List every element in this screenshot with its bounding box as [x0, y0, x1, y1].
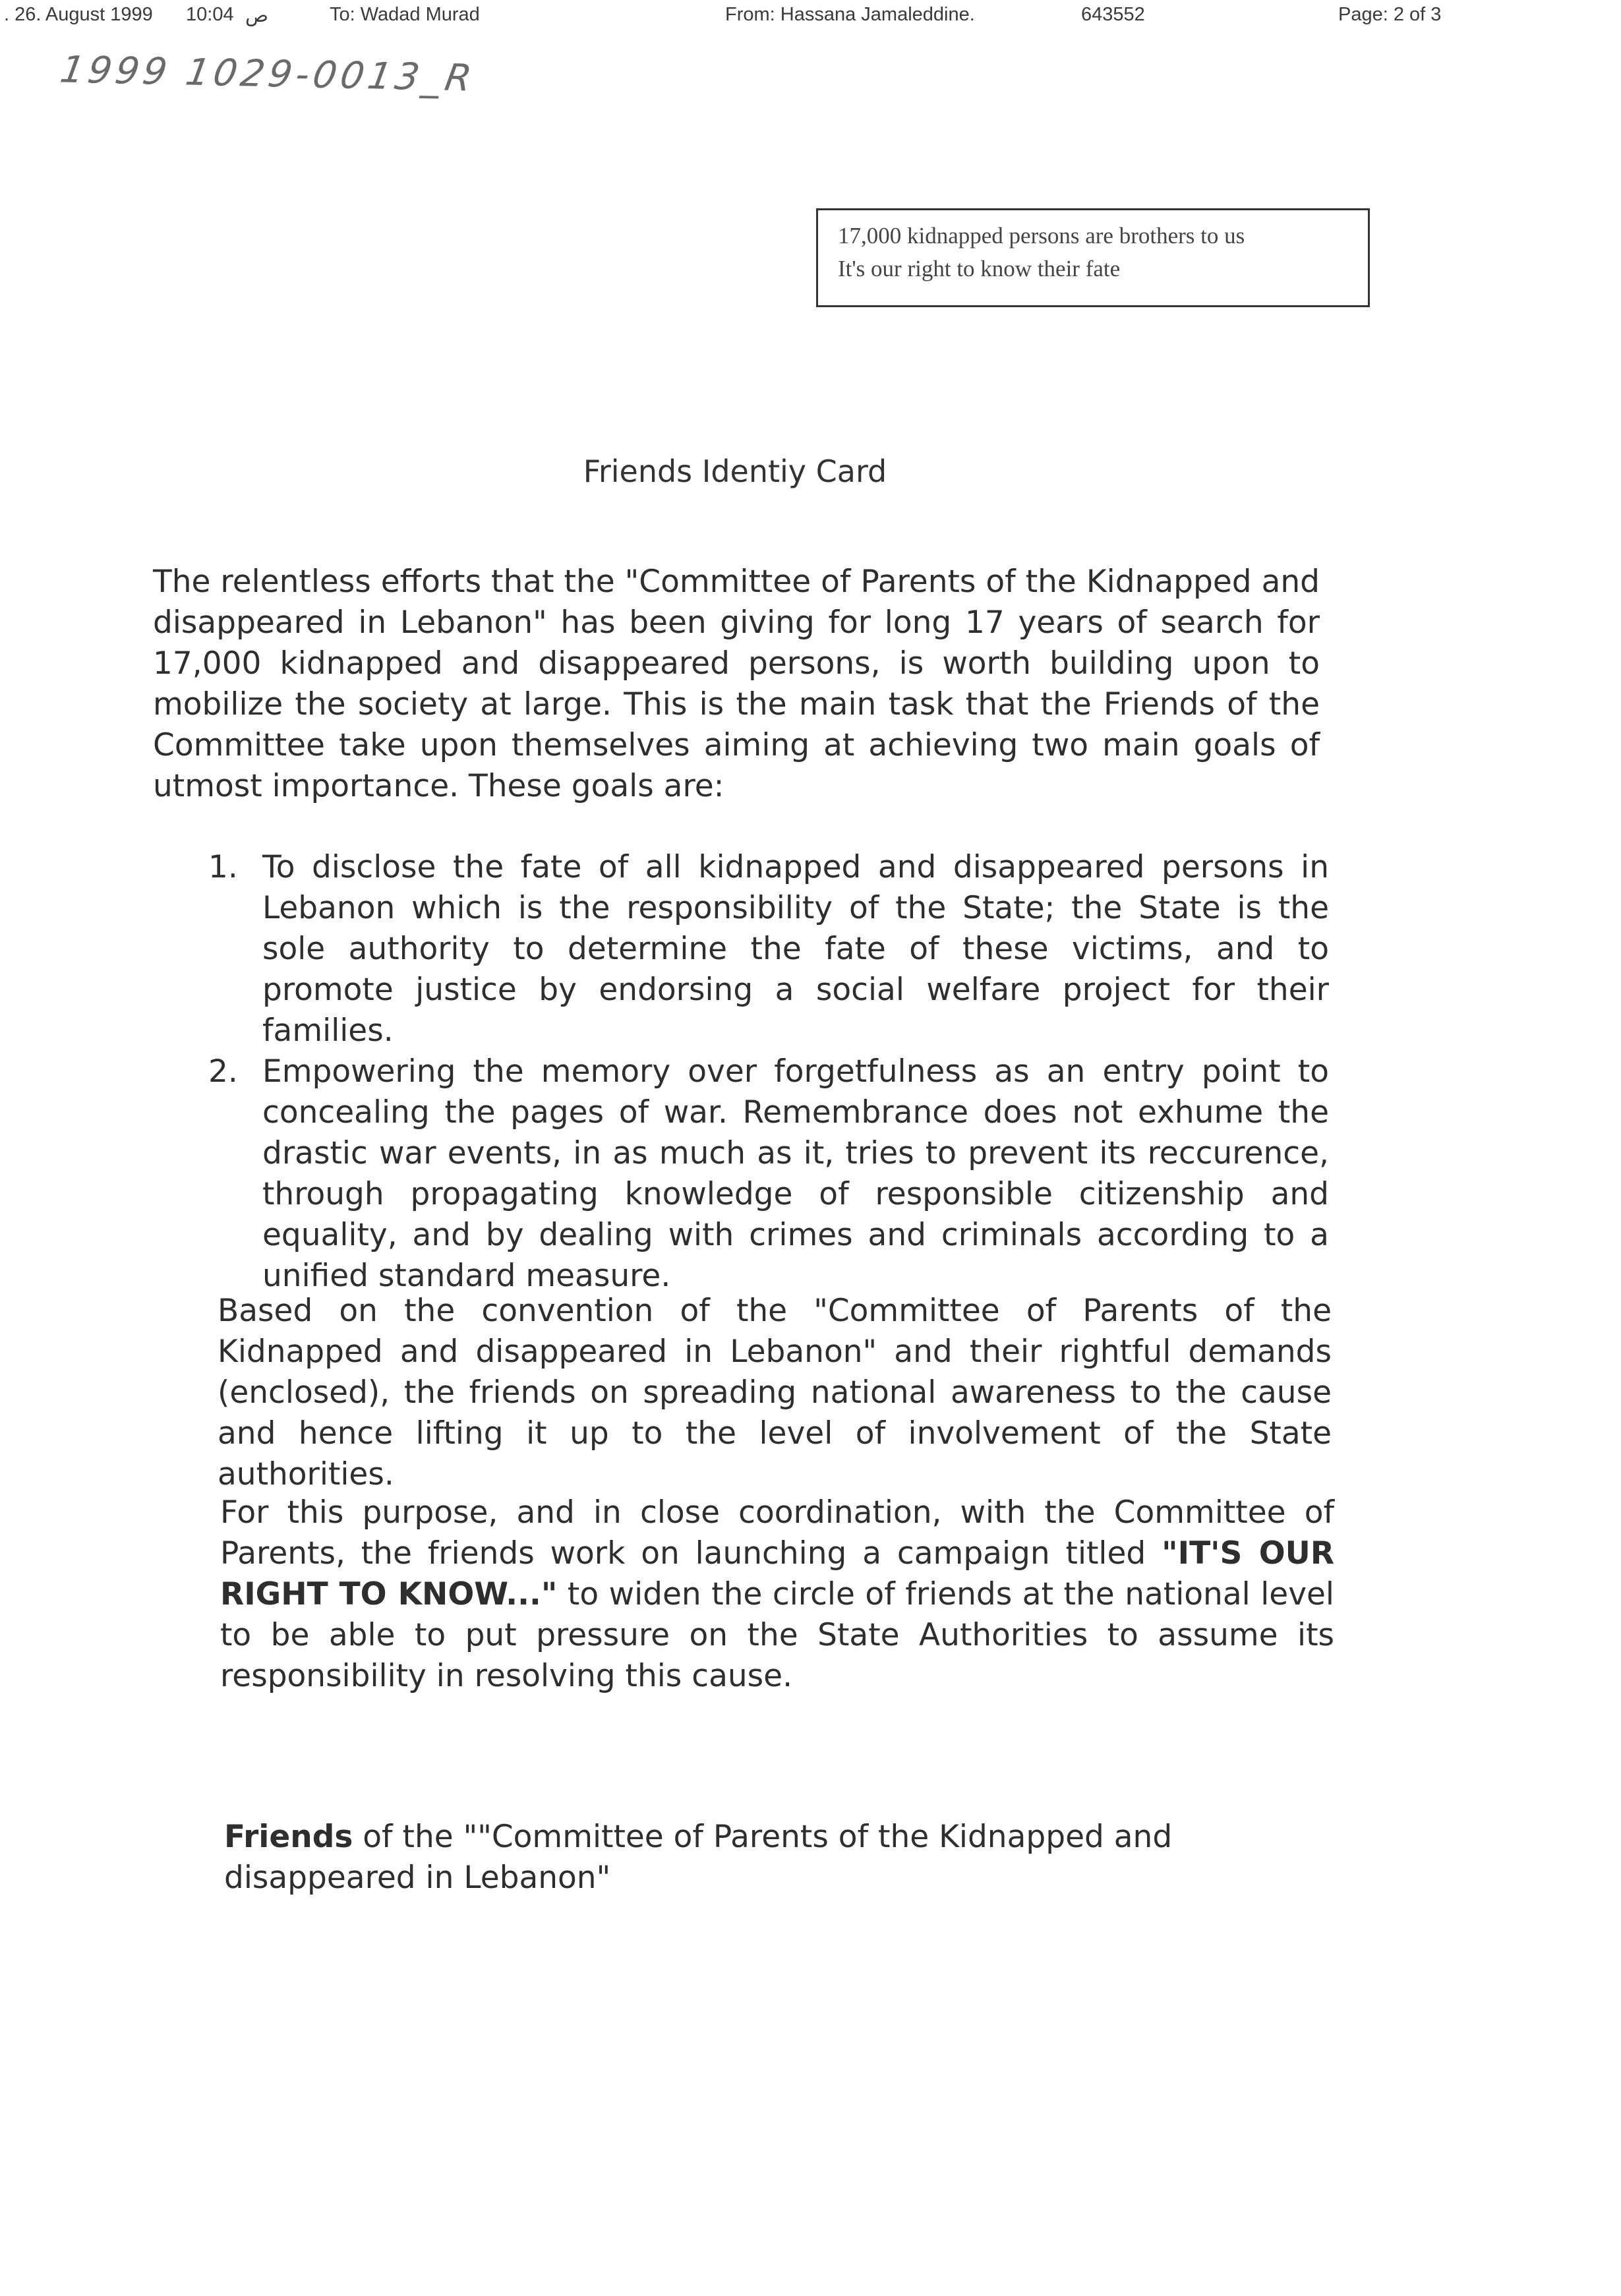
goal-text: Empowering the memory over forgetfulness as an entry point to concealing the pages of war. Remembrance does not exhume the drastic war events, in as much as it, tries to prevent its reccurence, through propagating knowledge of responsible citizenship and equality, and by dealing with crimes and criminals according to a unified standard measure.	[262, 1053, 1329, 1294]
goal-number: 1.	[208, 849, 238, 885]
goal-number: 2.	[208, 1053, 238, 1090]
fax-ampm: ص	[245, 5, 269, 26]
fax-sender: From: Hassana Jamaleddine.	[725, 4, 975, 25]
purpose-paragraph	[220, 1492, 1334, 1697]
fax-date: . 26. August 1999	[4, 4, 153, 25]
slogan-box	[816, 208, 1370, 307]
goals-list	[208, 847, 1329, 1297]
purpose-text-after: to widen the circle of friends at the national level to be able to put pressure on the State Authorities to assume its responsibility in resolving this cause.	[220, 1576, 1334, 1694]
fax-page-count: Page: 2 of 3	[1338, 4, 1442, 25]
purpose-text-before: For this purpose, and in close coordination, with the Committee of Parents, the friends work on launching a campaign titled	[220, 1494, 1334, 1572]
fax-recipient: To: Wadad Murad	[330, 4, 480, 25]
fax-number: 643552	[1081, 4, 1145, 25]
goal-text: To disclose the fate of all kidnapped and disappeared persons in Lebanon which is the responsibility of the State; the State is the sole authority to determine the fate of these victims, and to promote justice by endorsing a social welfare project for their families.	[262, 849, 1329, 1049]
goal-item	[208, 1051, 1329, 1297]
slogan-line-2: It's our right to know their fate	[838, 256, 1121, 281]
fax-time: 10:04	[186, 4, 234, 25]
signature-friends: Friends	[224, 1819, 353, 1855]
goal-item	[208, 847, 1329, 1051]
document-title: Friends Identiy Card	[583, 454, 887, 489]
fax-header	[0, 1, 1621, 30]
slogan-line-1: 17,000 kidnapped persons are brothers to us	[838, 223, 1245, 249]
campaign-title: "IT'S OUR RIGHT TO KNOW..."	[220, 1535, 1335, 1612]
handwritten-reference: 1999 1029-0013_R	[57, 48, 479, 100]
convention-paragraph: Based on the convention of the "Committee of Parents of the Kidnapped and disappeared in Lebanon" and their rightful demands (enclosed), the friends on spreading national awareness to the cause and hence lifting it up to the level of involvement of the State authorities.	[218, 1293, 1332, 1492]
intro-paragraph: The relentless efforts that the "Committee of Parents of the Kidnapped and disappeared in Lebanon" has been giving for long 17 years of search for 17,000 kidnapped and disappeared persons, is worth building upon to mobilize the society at large. This is the main task that the Friends of the Committee take upon themselves aiming at achieving two main goals of utmost importance. These goals are:	[153, 564, 1320, 804]
signature-block	[224, 1817, 1345, 1899]
signature-committee: of the ""Committee of Parents of the Kidnapped and disappeared in Lebanon"	[224, 1819, 1173, 1896]
